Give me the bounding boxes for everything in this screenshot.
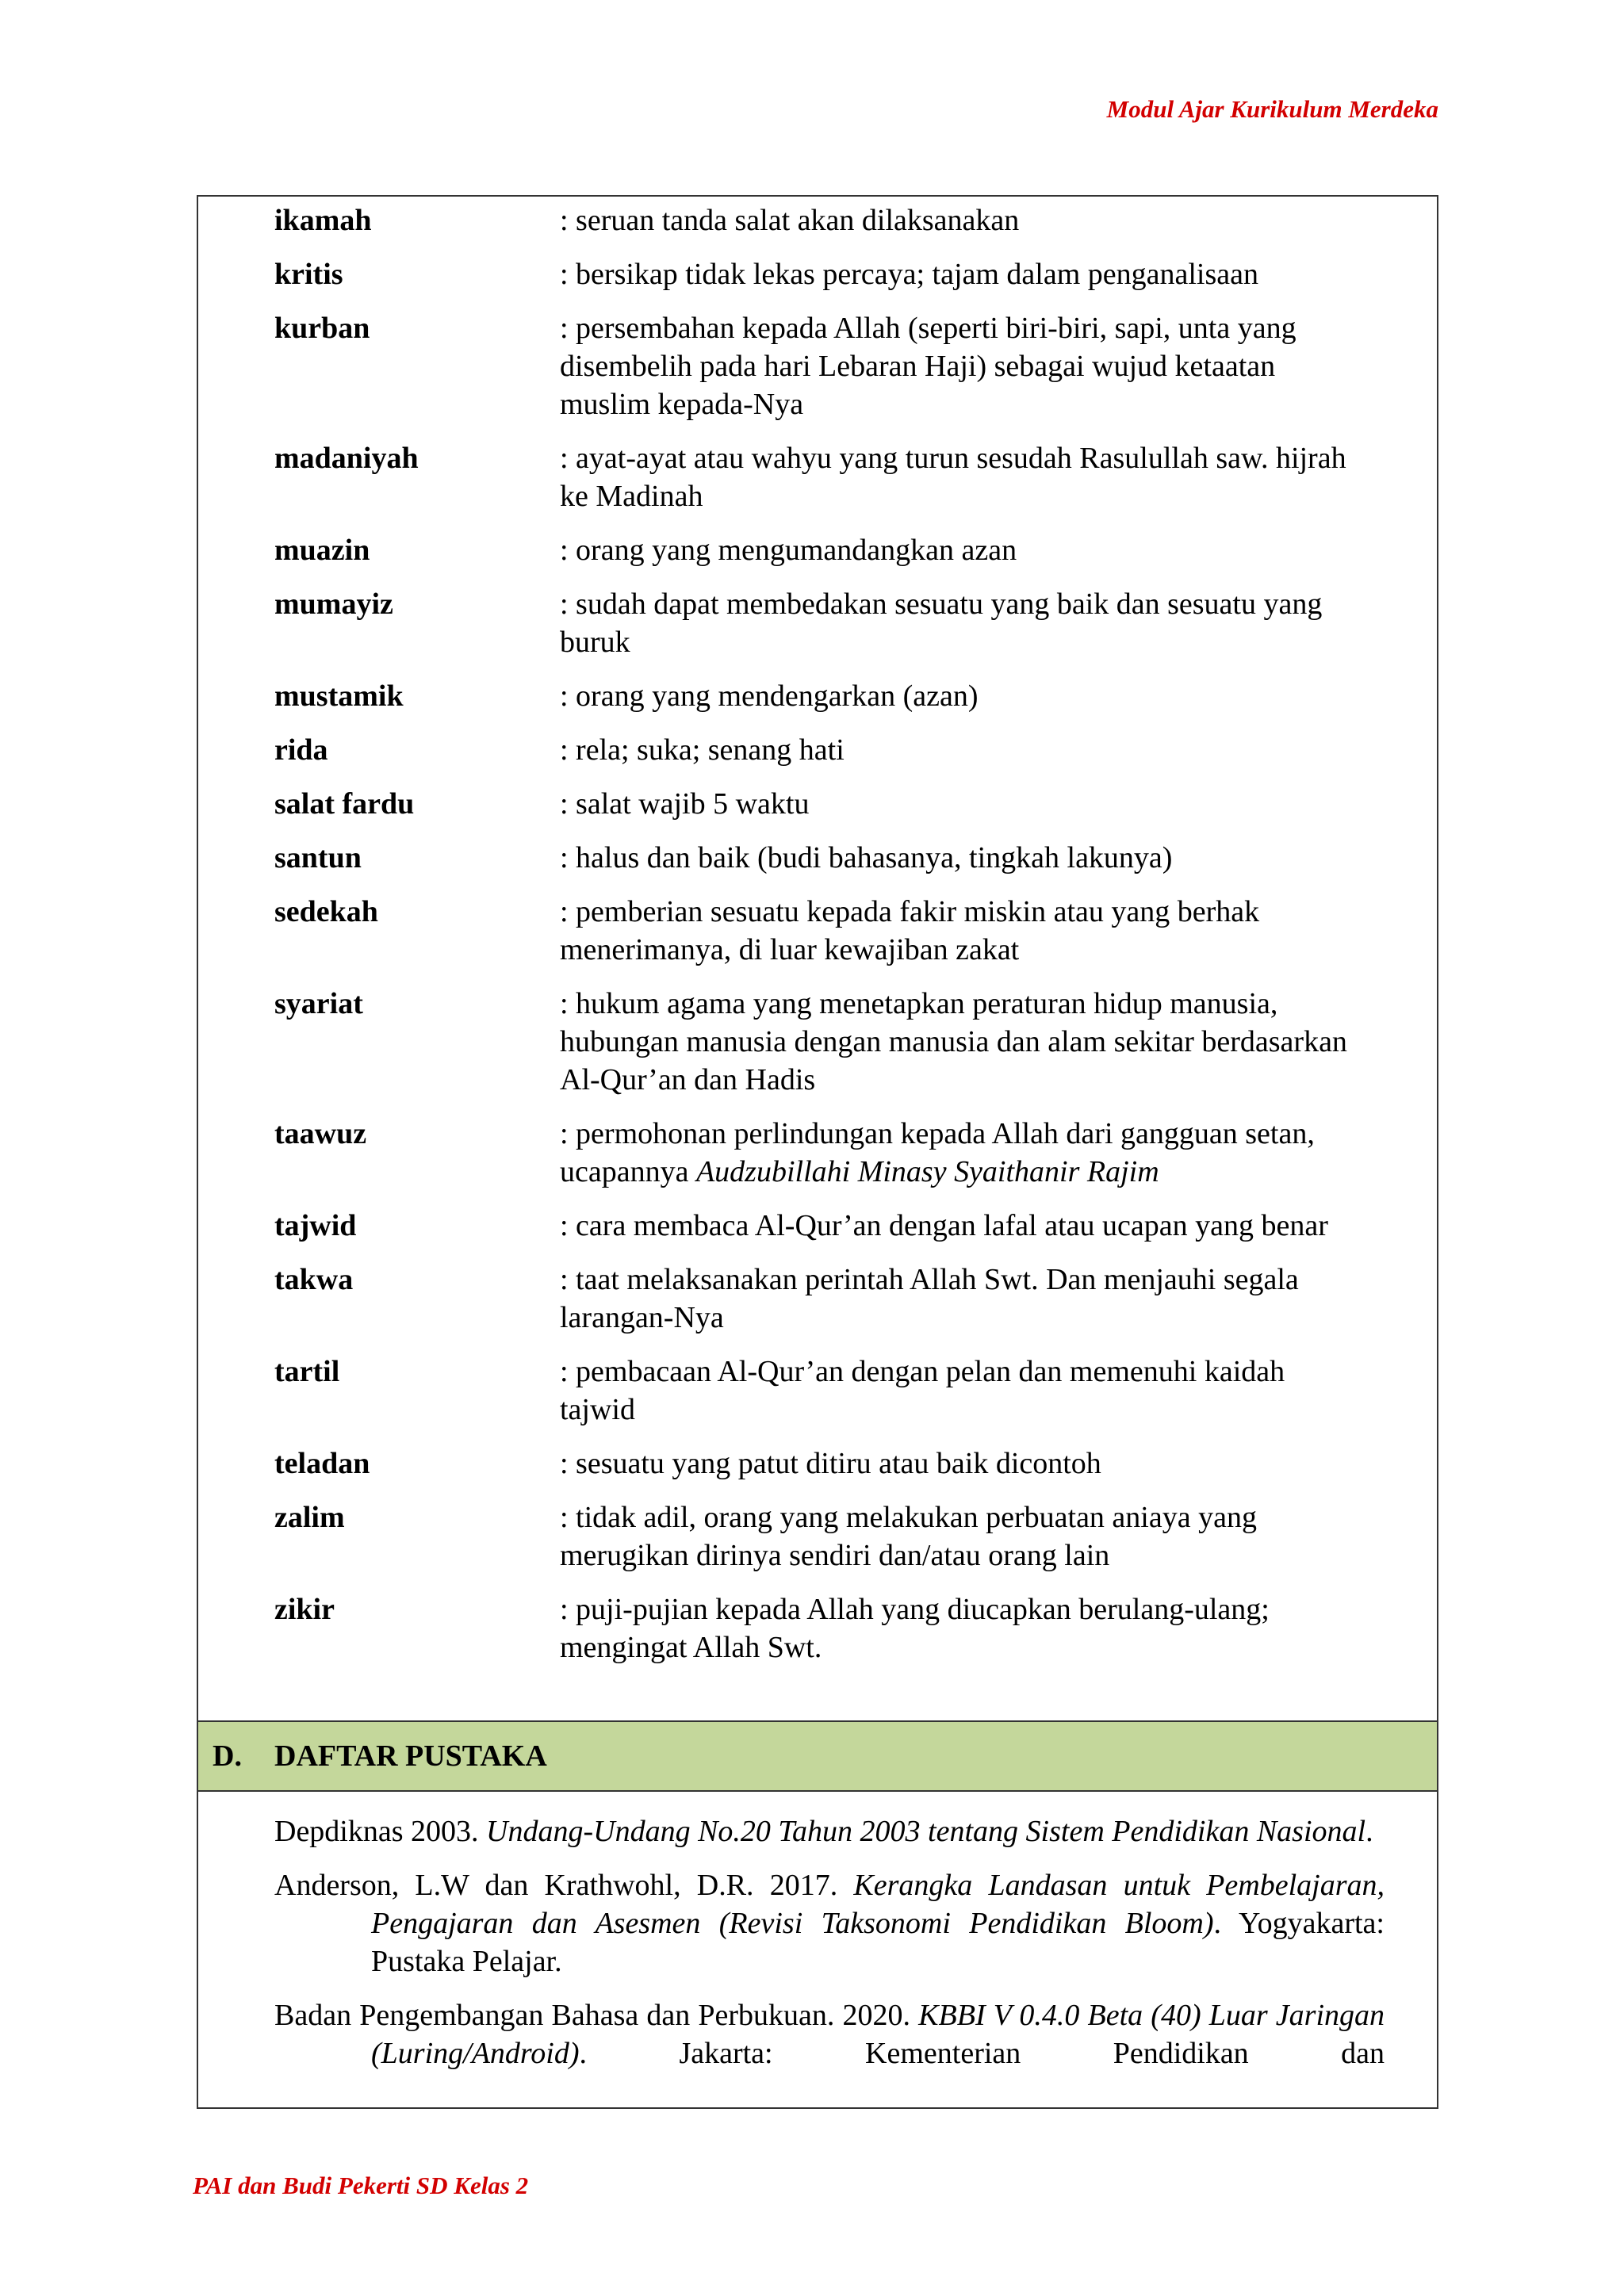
glossary-term: mustamik [274,679,404,713]
glossary-definition-text: : cara membaca Al-Qur’an dengan lafal atau ucapan yang benar [560,1209,1328,1242]
reference-lead: Anderson, L.W dan Krathwohl, D.R. 2017. [274,1869,854,1902]
glossary-definition [560,893,1361,969]
reference-title: KBBI V 0.4.0 Beta (40) Luar Jaringan (Luring/Android) [371,1999,1385,2070]
glossary-term: kritis [274,258,343,291]
page-header-title: Modul Ajar Kurikulum Merdeka [1106,95,1438,123]
glossary-definition-text: : persembahan kepada Allah (seperti biri-biri, sapi, unta yang disembelih pada hari Lebaran Haji) sebagai wujud ketaatan muslim kepada-Nya [560,312,1297,421]
section-title: DAFTAR PUSTAKA [274,1739,547,1773]
glossary-definition [560,1445,1361,1483]
reference-item [274,1996,1385,2072]
glossary-item [274,1353,1385,1429]
glossary-definition-text: : puji-pujian kepada Allah yang diucapkan berulang-ulang; mengingat Allah Swt. [560,1593,1270,1664]
glossary-item [274,677,1385,715]
reference-item [274,1812,1385,1850]
glossary-item [274,731,1385,769]
glossary-definition [560,255,1361,293]
glossary-item [274,1445,1385,1483]
glossary-definition [560,439,1361,515]
glossary-term: madaniyah [274,442,419,475]
glossary-definition [560,1353,1361,1429]
glossary-item [274,1207,1385,1245]
glossary-definition [560,1261,1361,1337]
reference-tail: . Yogyakarta: Pustaka Pelajar. [371,1907,1385,1978]
glossary-definition-text: : rela; suka; senang hati [560,733,845,767]
glossary-definition-italic: Audzubillahi Minasy Syaithanir Rajim [695,1155,1159,1188]
reference-lead: Badan Pengembangan Bahasa dan Perbukuan. 2020. [274,1999,919,2032]
page-footer-title: PAI dan Budi Pekerti SD Kelas 2 [193,2172,529,2199]
glossary-term: mumayiz [274,587,393,621]
glossary-definition [560,839,1361,877]
glossary-definition [560,785,1361,823]
glossary-item [274,785,1385,823]
glossary-item [274,985,1385,1099]
glossary-term: ikamah [274,204,372,237]
glossary-list [274,201,1385,1682]
reference-list [274,1812,1385,2088]
glossary-term: sedekah [274,895,378,928]
glossary-definition [560,1207,1361,1245]
glossary-term: teladan [274,1447,370,1480]
glossary-definition [560,677,1361,715]
reference-item [274,1866,1385,1980]
glossary-definition [560,731,1361,769]
glossary-item [274,201,1385,239]
glossary-term: syariat [274,987,363,1020]
glossary-definition-text: : halus dan baik (budi bahasanya, tingkah lakunya) [560,841,1173,874]
glossary-term: kurban [274,312,370,345]
glossary-item [274,1590,1385,1667]
glossary-definition [560,531,1361,569]
glossary-definition-text: : sesuatu yang patut ditiru atau baik dicontoh [560,1447,1101,1480]
glossary-item [274,839,1385,877]
glossary-definition-text: : hukum agama yang menetapkan peraturan hidup manusia, hubungan manusia dengan manusia dan alam sekitar berdasarkan Al-Qur’an dan Hadis [560,987,1347,1096]
glossary-term: takwa [274,1263,354,1296]
glossary-item [274,585,1385,661]
reference-lead: Depdiknas 2003. [274,1815,487,1848]
reference-tail: . [1365,1815,1373,1848]
glossary-item [274,1498,1385,1575]
content-frame [197,195,1438,2109]
glossary-item [274,255,1385,293]
glossary-definition-text: : orang yang mengumandangkan azan [560,534,1017,567]
glossary-definition-text: : salat wajib 5 waktu [560,787,810,821]
glossary-term: rida [274,733,328,767]
glossary-definition [560,585,1361,661]
glossary-definition-text: : seruan tanda salat akan dilaksanakan [560,204,1020,237]
glossary-definition-text: : bersikap tidak lekas percaya; tajam dalam penganalisaan [560,258,1259,291]
glossary-term: taawuz [274,1117,367,1150]
glossary-definition-text: : sudah dapat membedakan sesuatu yang baik dan sesuatu yang buruk [560,587,1323,659]
glossary-definition-text: : orang yang mendengarkan (azan) [560,679,979,713]
glossary-term: salat fardu [274,787,415,821]
reference-tail: . Jakarta: Kementerian Pendidikan dan [579,2037,1385,2070]
glossary-item [274,1261,1385,1337]
glossary-item [274,439,1385,515]
glossary-term: tajwid [274,1209,357,1242]
glossary-term: muazin [274,534,370,567]
glossary-term: zalim [274,1501,345,1534]
section-header [198,1720,1437,1792]
glossary-definition-text: : pemberian sesuatu kepada fakir miskin atau yang berhak menerimanya, di luar kewajiban zakat [560,895,1260,966]
glossary-definition-text: : permohonan perlindungan kepada Allah dari gangguan setan, ucapannya [560,1117,1315,1188]
glossary-definition-text: : tidak adil, orang yang melakukan perbuatan aniaya yang merugikan dirinya sendiri dan/atau orang lain [560,1501,1257,1572]
glossary-item [274,531,1385,569]
glossary-item [274,309,1385,423]
glossary-term: tartil [274,1355,340,1388]
reference-title: Undang-Undang No.20 Tahun 2003 tentang Sistem Pendidikan Nasional [486,1815,1366,1848]
glossary-definition [560,1590,1361,1667]
glossary-definition-text: : taat melaksanakan perintah Allah Swt. Dan menjauhi segala larangan-Nya [560,1263,1299,1334]
glossary-definition [560,1498,1361,1575]
glossary-item [274,893,1385,969]
glossary-definition [560,201,1361,239]
glossary-term: zikir [274,1593,335,1626]
glossary-definition-text: : pembacaan Al-Qur’an dengan pelan dan memenuhi kaidah tajwid [560,1355,1285,1426]
section-letter: D. [213,1739,242,1773]
glossary-item [274,1115,1385,1191]
glossary-definition [560,985,1361,1099]
glossary-definition-text: : ayat-ayat atau wahyu yang turun sesudah Rasulullah saw. hijrah ke Madinah [560,442,1346,513]
glossary-definition [560,309,1361,423]
glossary-definition [560,1115,1361,1191]
glossary-term: santun [274,841,362,874]
reference-title: Kerangka Landasan untuk Pembelajaran, Pengajaran dan Asesmen (Revisi Taksonomi Pendidikan Bloom) [371,1869,1385,1940]
